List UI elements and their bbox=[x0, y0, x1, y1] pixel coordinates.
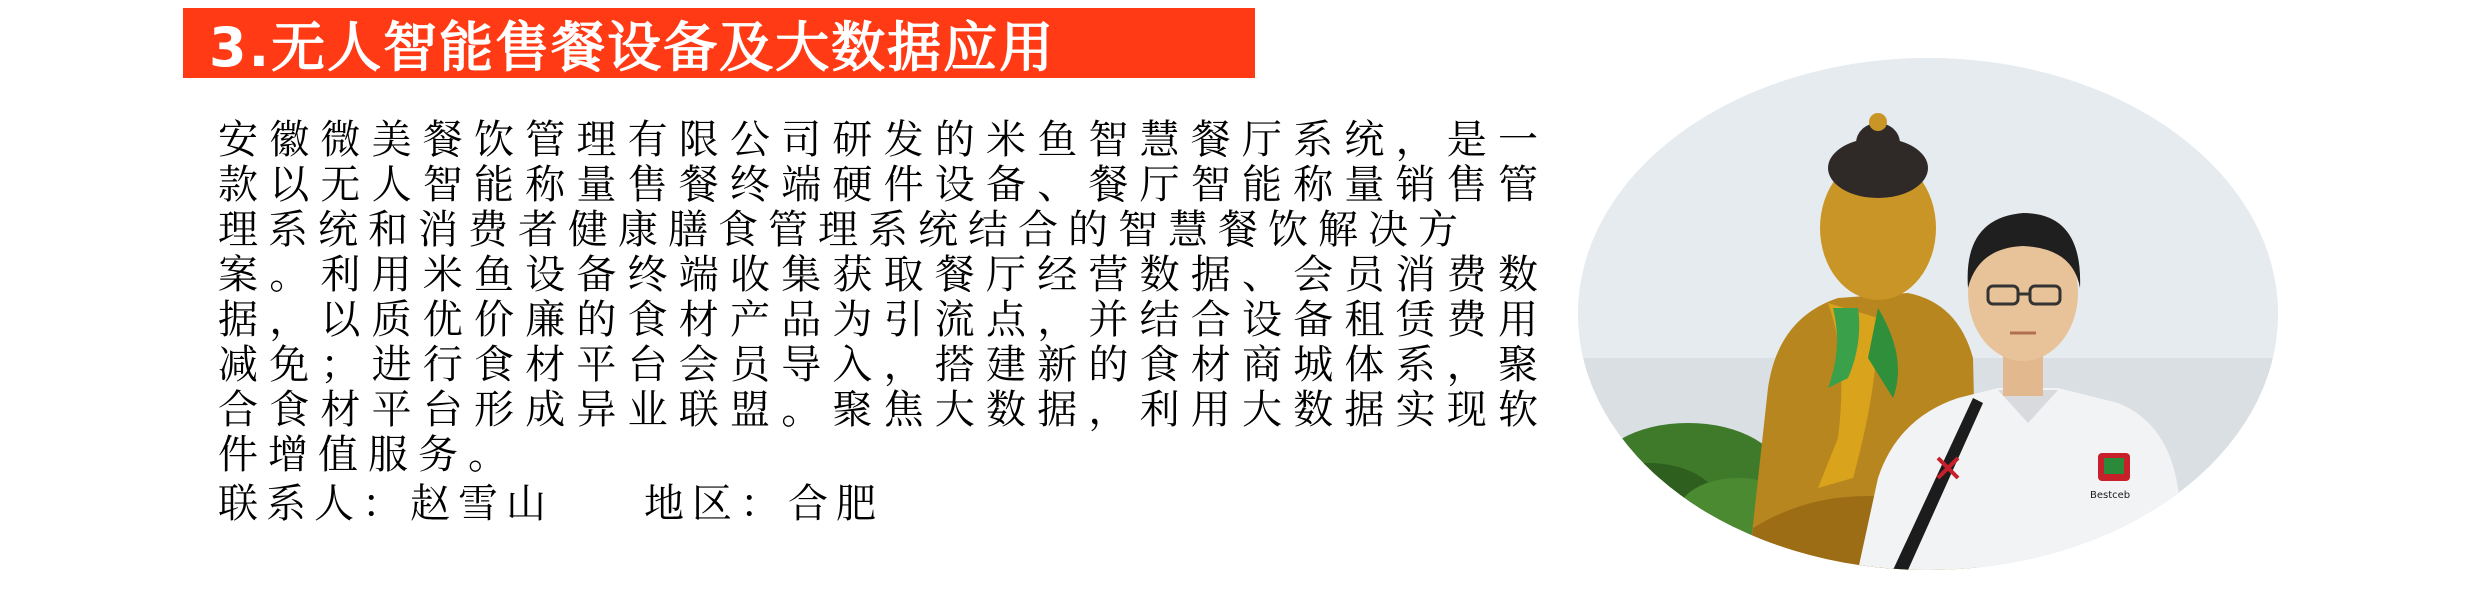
description-line: 理系统和消费者健康膳食管理系统结合的智慧餐饮解决方 bbox=[218, 207, 1468, 253]
description-line: 据，以质优价廉的食材产品为引流点，并结合设备租赁费用 bbox=[218, 297, 1538, 343]
contact-person-name: 赵雪山 bbox=[410, 481, 554, 527]
section-title: 3.无人智能售餐设备及大数据应用 bbox=[209, 15, 1056, 79]
contact-person-label: 联系人： bbox=[218, 481, 410, 527]
description-block bbox=[218, 118, 1538, 527]
description-line: 案。利用米鱼设备终端收集获取餐厅经营数据、会员消费数 bbox=[218, 252, 1538, 298]
contact-region-label: 地区： bbox=[644, 481, 788, 527]
svg-text:Bestceb: Bestceb bbox=[2090, 490, 2131, 501]
description-line: 款以无人智能称量售餐终端硬件设备、餐厅智能称量销售管 bbox=[218, 162, 1538, 208]
contact-region-name: 合肥 bbox=[788, 481, 884, 527]
description-line: 件增值服务。 bbox=[218, 432, 518, 478]
portrait-photo bbox=[1578, 58, 2278, 570]
description-line: 减免；进行食材平台会员导入，搭建新的食材商城体系，聚 bbox=[218, 342, 1538, 388]
contact-info bbox=[218, 482, 1538, 527]
section-title-bar bbox=[183, 8, 1255, 78]
description-line: 合食材平台形成异业联盟。聚焦大数据，利用大数据实现软 bbox=[218, 387, 1538, 433]
description-line: 安徽微美餐饮管理有限公司研发的米鱼智慧餐厅系统，是一 bbox=[218, 117, 1538, 163]
